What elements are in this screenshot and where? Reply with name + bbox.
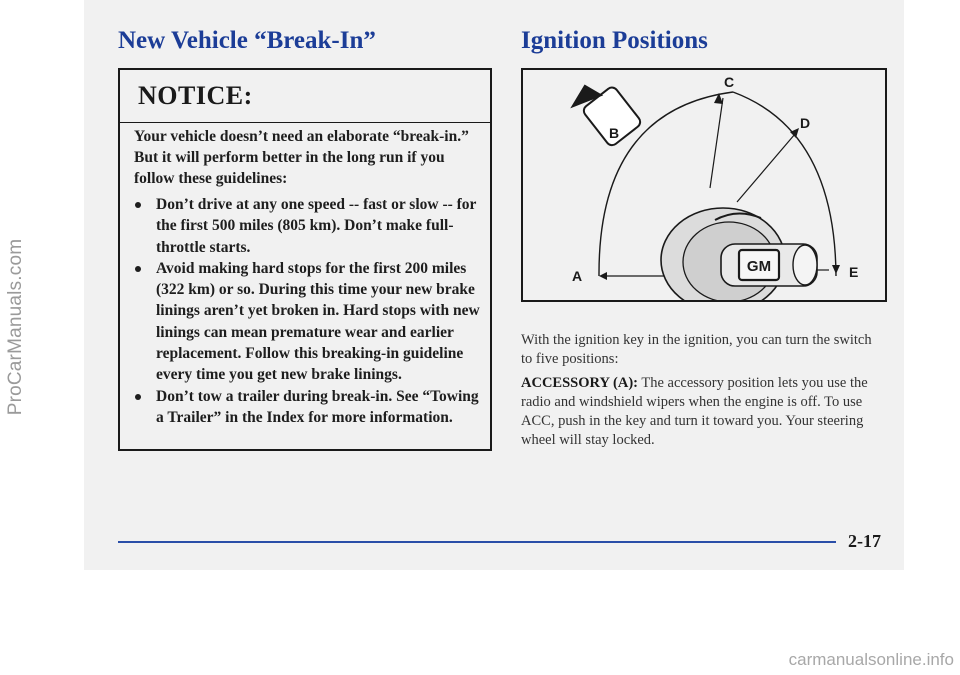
position-line-d <box>737 134 795 202</box>
break-in-heading: New Vehicle “Break-In” <box>118 27 376 54</box>
guideline-list <box>134 194 484 428</box>
notice-title-box <box>120 70 490 123</box>
guideline-text: Don’t drive at any one speed -- fast or slow -- for the first 500 miles (805 km). Don’t make full-throttle starts. <box>156 196 477 256</box>
arrow-a-icon <box>599 272 607 280</box>
key-head <box>793 245 817 285</box>
notice-box <box>118 68 492 451</box>
guideline-text: Don’t tow a trailer during break-in. See “Towing a Trailer” in the Index for more information. <box>156 387 479 426</box>
position-line-c <box>710 98 723 188</box>
footer-watermark: carmanualsonline.info <box>788 650 954 669</box>
accessory-term: ACCESSORY (A): <box>521 375 638 391</box>
bullet-icon <box>135 266 141 272</box>
label-c: C <box>724 74 735 90</box>
side-watermark: ProCarManuals.com <box>5 238 26 416</box>
notice-title: NOTICE: <box>138 81 253 110</box>
footer-rule <box>118 541 836 543</box>
ignition-switch-diagram <box>523 70 885 300</box>
guideline-item <box>134 258 484 386</box>
gm-badge-text: GM <box>746 258 772 275</box>
ignition-switch-figure <box>521 68 887 302</box>
accessory-description: The accessory position lets you use the radio and windshield wipers when the engine is off. To use ACC, push in the key and turn it toward you. Your steering wheel will stay locked. <box>521 375 868 448</box>
ignition-heading: Ignition Positions <box>521 27 708 54</box>
label-b: B <box>609 125 620 141</box>
guideline-item <box>134 194 484 258</box>
accessory-paragraph <box>521 374 883 450</box>
guideline-item <box>134 386 484 429</box>
arrow-e-icon <box>832 265 840 274</box>
label-d: D <box>800 115 811 131</box>
guideline-text: Avoid making hard stops for the first 200 miles (322 km) or so. During this time your new brake linings aren’t yet broken in. Hard stops with new linings can mean premature wear and earlier replacement. Follow this breaking-in guideline every time you get new brake linings. <box>156 259 480 384</box>
arrow-d-icon <box>790 128 799 138</box>
label-e: E <box>849 264 859 280</box>
label-a: A <box>572 268 583 284</box>
bullet-icon <box>135 394 141 400</box>
ignition-paragraph: With the ignition key in the ignition, you can turn the switch to five positions: <box>521 332 872 367</box>
notice-intro: Your vehicle doesn’t need an elaborate “break-in.” But it will perform better in the long run if you follow these guidelines: <box>134 128 469 187</box>
key-b-icon <box>564 71 642 153</box>
bullet-icon <box>135 202 141 208</box>
page-number: 2-17 <box>848 531 881 551</box>
